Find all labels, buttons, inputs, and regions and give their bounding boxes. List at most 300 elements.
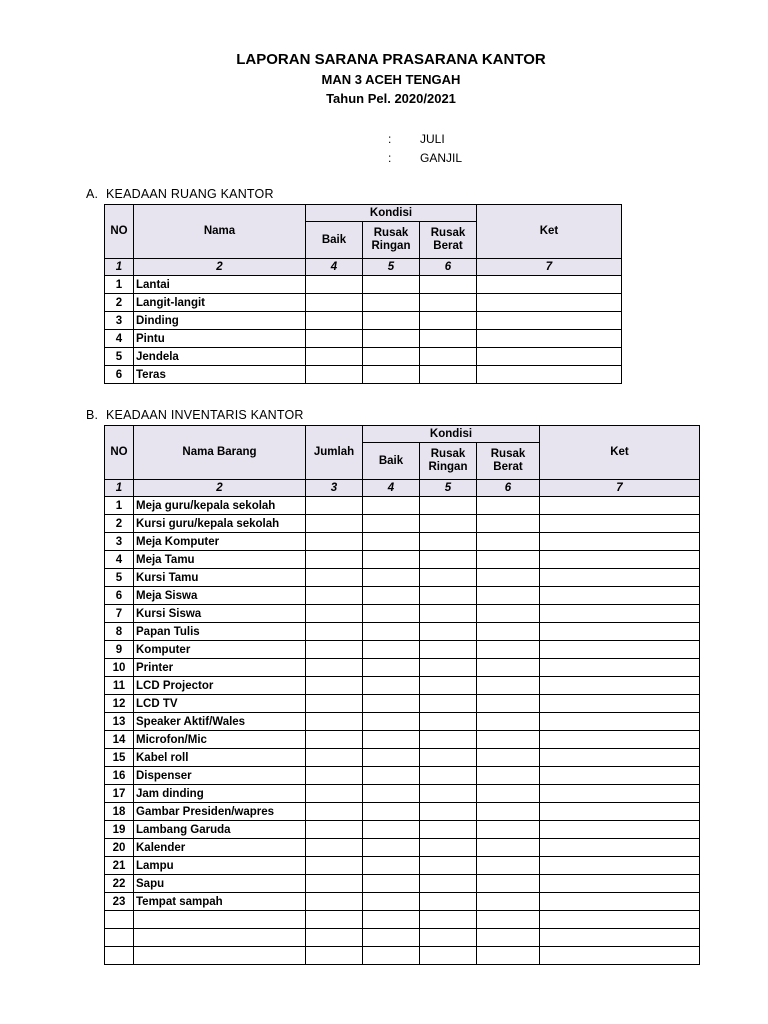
table-row bbox=[105, 276, 622, 294]
row-item-name: Kalender bbox=[134, 839, 306, 857]
cell-baik bbox=[363, 713, 420, 731]
table-row bbox=[105, 641, 700, 659]
cell-baik bbox=[363, 533, 420, 551]
cell-ket bbox=[540, 551, 700, 569]
cell-baik bbox=[363, 893, 420, 911]
table-row bbox=[105, 659, 700, 677]
cell-rusak-berat bbox=[477, 641, 540, 659]
col-number: 5 bbox=[420, 480, 477, 497]
header-ket: Ket bbox=[477, 205, 622, 259]
cell-jumlah bbox=[306, 929, 363, 947]
header-rusak-berat: Rusak Berat bbox=[420, 222, 477, 259]
cell-baik bbox=[363, 731, 420, 749]
cell-rusak-ringan bbox=[420, 659, 477, 677]
section-b-letter: B. bbox=[86, 408, 99, 422]
cell-ket bbox=[540, 767, 700, 785]
table-row bbox=[105, 533, 700, 551]
row-item-name: Sapu bbox=[134, 875, 306, 893]
row-item-name: Kursi guru/kepala sekolah bbox=[134, 515, 306, 533]
row-item-name: LCD Projector bbox=[134, 677, 306, 695]
header-ket: Ket bbox=[540, 426, 700, 480]
row-number: 20 bbox=[105, 839, 134, 857]
cell-rusak-ringan bbox=[420, 767, 477, 785]
cell-baik bbox=[363, 587, 420, 605]
row-item-name: Jendela bbox=[134, 348, 306, 366]
row-number: 14 bbox=[105, 731, 134, 749]
row-number: 5 bbox=[105, 569, 134, 587]
table-row bbox=[105, 312, 622, 330]
row-number: 2 bbox=[105, 294, 134, 312]
cell-ket bbox=[540, 929, 700, 947]
cell-baik bbox=[363, 749, 420, 767]
row-item-name: Microfon/Mic bbox=[134, 731, 306, 749]
cell-jumlah bbox=[306, 677, 363, 695]
row-number: 11 bbox=[105, 677, 134, 695]
meta-semester bbox=[388, 149, 462, 168]
row-number: 7 bbox=[105, 605, 134, 623]
row-number: 16 bbox=[105, 767, 134, 785]
col-number: 2 bbox=[134, 480, 306, 497]
table-row bbox=[105, 294, 622, 312]
table-row bbox=[105, 605, 700, 623]
table-row bbox=[105, 623, 700, 641]
row-number: 19 bbox=[105, 821, 134, 839]
col-number: 4 bbox=[363, 480, 420, 497]
cell-rusak-ringan bbox=[420, 641, 477, 659]
cell-rusak-berat bbox=[420, 330, 477, 348]
row-number: 17 bbox=[105, 785, 134, 803]
cell-rusak-ringan bbox=[363, 348, 420, 366]
school-name: MAN 3 ACEH TENGAH bbox=[321, 72, 461, 87]
cell-rusak-ringan bbox=[420, 677, 477, 695]
header-rusak-ringan: Rusak Ringan bbox=[420, 443, 477, 480]
cell-baik bbox=[363, 695, 420, 713]
cell-baik bbox=[306, 276, 363, 294]
row-number: 10 bbox=[105, 659, 134, 677]
cell-rusak-berat bbox=[477, 749, 540, 767]
cell-rusak-berat bbox=[477, 713, 540, 731]
cell-rusak-ringan bbox=[420, 785, 477, 803]
report-meta bbox=[388, 130, 462, 168]
cell-baik bbox=[363, 821, 420, 839]
table-row bbox=[105, 857, 700, 875]
cell-rusak-ringan bbox=[420, 587, 477, 605]
col-number: 1 bbox=[105, 259, 134, 276]
cell-baik bbox=[363, 875, 420, 893]
row-number: 8 bbox=[105, 623, 134, 641]
cell-baik bbox=[363, 947, 420, 965]
cell-ket bbox=[477, 294, 622, 312]
cell-rusak-ringan bbox=[420, 893, 477, 911]
cell-rusak-ringan bbox=[420, 605, 477, 623]
meta-colon: : bbox=[388, 151, 392, 165]
cell-rusak-berat bbox=[477, 695, 540, 713]
cell-rusak-berat bbox=[420, 312, 477, 330]
col-number: 6 bbox=[477, 480, 540, 497]
cell-baik bbox=[363, 785, 420, 803]
cell-jumlah bbox=[306, 803, 363, 821]
cell-baik bbox=[363, 641, 420, 659]
cell-rusak-berat bbox=[477, 893, 540, 911]
cell-rusak-berat bbox=[477, 623, 540, 641]
row-item-name: Tempat sampah bbox=[134, 893, 306, 911]
col-number: 1 bbox=[105, 480, 134, 497]
cell-ket bbox=[477, 366, 622, 384]
cell-rusak-ringan bbox=[420, 911, 477, 929]
row-item-name: Speaker Aktif/Wales bbox=[134, 713, 306, 731]
cell-jumlah bbox=[306, 695, 363, 713]
cell-baik bbox=[363, 569, 420, 587]
row-number: 3 bbox=[105, 533, 134, 551]
row-number: 6 bbox=[105, 366, 134, 384]
table-row bbox=[105, 695, 700, 713]
row-number: 12 bbox=[105, 695, 134, 713]
cell-ket bbox=[540, 659, 700, 677]
meta-semester-value: GANJIL bbox=[420, 151, 463, 165]
header-no: NO bbox=[105, 426, 134, 480]
cell-ket bbox=[540, 533, 700, 551]
row-number: 2 bbox=[105, 515, 134, 533]
cell-ket bbox=[540, 893, 700, 911]
cell-rusak-ringan bbox=[420, 857, 477, 875]
row-item-name: Meja Tamu bbox=[134, 551, 306, 569]
row-item-name: Pintu bbox=[134, 330, 306, 348]
cell-rusak-ringan bbox=[420, 875, 477, 893]
cell-ket bbox=[540, 803, 700, 821]
row-item-name: Langit-langit bbox=[134, 294, 306, 312]
table-row bbox=[105, 677, 700, 695]
cell-rusak-berat bbox=[477, 551, 540, 569]
header-kondisi: Kondisi bbox=[363, 426, 540, 443]
cell-ket bbox=[540, 857, 700, 875]
row-number: 5 bbox=[105, 348, 134, 366]
cell-rusak-ringan bbox=[363, 366, 420, 384]
cell-rusak-ringan bbox=[363, 330, 420, 348]
cell-rusak-berat bbox=[420, 366, 477, 384]
cell-jumlah bbox=[306, 767, 363, 785]
col-number: 6 bbox=[420, 259, 477, 276]
row-item-name: Gambar Presiden/wapres bbox=[134, 803, 306, 821]
cell-ket bbox=[540, 713, 700, 731]
row-number: 1 bbox=[105, 276, 134, 294]
table-row bbox=[105, 821, 700, 839]
cell-rusak-berat bbox=[477, 767, 540, 785]
table-row bbox=[105, 713, 700, 731]
header-baik: Baik bbox=[363, 443, 420, 480]
row-item-name bbox=[134, 929, 306, 947]
cell-baik bbox=[363, 929, 420, 947]
table-row bbox=[105, 587, 700, 605]
cell-rusak-ringan bbox=[420, 947, 477, 965]
cell-ket bbox=[540, 785, 700, 803]
cell-jumlah bbox=[306, 515, 363, 533]
row-item-name: Kursi Siswa bbox=[134, 605, 306, 623]
row-number: 1 bbox=[105, 497, 134, 515]
cell-rusak-ringan bbox=[420, 533, 477, 551]
row-number: 15 bbox=[105, 749, 134, 767]
cell-rusak-ringan bbox=[420, 803, 477, 821]
cell-jumlah bbox=[306, 749, 363, 767]
cell-baik bbox=[363, 515, 420, 533]
row-number: 3 bbox=[105, 312, 134, 330]
cell-rusak-berat bbox=[477, 803, 540, 821]
row-item-name: Teras bbox=[134, 366, 306, 384]
col-number: 7 bbox=[540, 480, 700, 497]
cell-jumlah bbox=[306, 839, 363, 857]
cell-rusak-berat bbox=[477, 605, 540, 623]
cell-rusak-ringan bbox=[420, 929, 477, 947]
col-number: 5 bbox=[363, 259, 420, 276]
cell-rusak-ringan bbox=[420, 821, 477, 839]
cell-rusak-berat bbox=[477, 785, 540, 803]
row-item-name: Meja Siswa bbox=[134, 587, 306, 605]
cell-jumlah bbox=[306, 605, 363, 623]
cell-ket bbox=[477, 276, 622, 294]
cell-jumlah bbox=[306, 587, 363, 605]
room-table-body bbox=[105, 259, 622, 384]
row-item-name: Meja guru/kepala sekolah bbox=[134, 497, 306, 515]
table-row bbox=[105, 749, 700, 767]
cell-jumlah bbox=[306, 623, 363, 641]
cell-rusak-berat bbox=[477, 839, 540, 857]
table-row bbox=[105, 929, 700, 947]
cell-jumlah bbox=[306, 731, 363, 749]
cell-rusak-berat bbox=[477, 911, 540, 929]
row-number: 6 bbox=[105, 587, 134, 605]
cell-rusak-berat bbox=[420, 276, 477, 294]
col-number: 3 bbox=[306, 480, 363, 497]
table-row bbox=[105, 893, 700, 911]
cell-rusak-ringan bbox=[363, 312, 420, 330]
row-number: 4 bbox=[105, 330, 134, 348]
cell-ket bbox=[477, 312, 622, 330]
cell-baik bbox=[363, 605, 420, 623]
cell-rusak-ringan bbox=[420, 623, 477, 641]
cell-jumlah bbox=[306, 569, 363, 587]
cell-rusak-ringan bbox=[420, 515, 477, 533]
table-row bbox=[105, 767, 700, 785]
meta-colon: : bbox=[388, 132, 392, 146]
section-b-title bbox=[86, 408, 304, 422]
cell-jumlah bbox=[306, 785, 363, 803]
table-row bbox=[105, 875, 700, 893]
cell-ket bbox=[477, 348, 622, 366]
cell-ket bbox=[540, 875, 700, 893]
cell-rusak-ringan bbox=[420, 551, 477, 569]
table-row bbox=[105, 947, 700, 965]
cell-rusak-berat bbox=[477, 569, 540, 587]
cell-rusak-berat bbox=[477, 587, 540, 605]
section-b-label: KEADAAN INVENTARIS KANTOR bbox=[106, 408, 304, 422]
cell-ket bbox=[540, 641, 700, 659]
row-item-name: Lambang Garuda bbox=[134, 821, 306, 839]
header-nama-barang: Nama Barang bbox=[134, 426, 306, 480]
cell-jumlah bbox=[306, 533, 363, 551]
cell-ket bbox=[477, 330, 622, 348]
cell-rusak-berat bbox=[477, 821, 540, 839]
table-row bbox=[105, 551, 700, 569]
table-row bbox=[105, 911, 700, 929]
cell-rusak-berat bbox=[477, 947, 540, 965]
cell-rusak-berat bbox=[477, 731, 540, 749]
cell-baik bbox=[363, 857, 420, 875]
cell-jumlah bbox=[306, 659, 363, 677]
row-item-name: Papan Tulis bbox=[134, 623, 306, 641]
cell-jumlah bbox=[306, 821, 363, 839]
cell-baik bbox=[363, 497, 420, 515]
cell-rusak-ringan bbox=[420, 713, 477, 731]
header-baik: Baik bbox=[306, 222, 363, 259]
column-number-row bbox=[105, 259, 622, 276]
cell-rusak-ringan bbox=[420, 749, 477, 767]
col-number: 7 bbox=[477, 259, 622, 276]
column-number-row bbox=[105, 480, 700, 497]
header-rusak-ringan: Rusak Ringan bbox=[363, 222, 420, 259]
room-condition-table bbox=[104, 204, 622, 384]
cell-jumlah bbox=[306, 641, 363, 659]
col-number: 2 bbox=[134, 259, 306, 276]
cell-rusak-berat bbox=[420, 294, 477, 312]
cell-ket bbox=[540, 731, 700, 749]
cell-rusak-ringan bbox=[420, 695, 477, 713]
header-kondisi: Kondisi bbox=[306, 205, 477, 222]
cell-baik bbox=[306, 348, 363, 366]
cell-rusak-berat bbox=[477, 659, 540, 677]
cell-rusak-ringan bbox=[420, 569, 477, 587]
cell-rusak-berat bbox=[477, 929, 540, 947]
row-item-name: Komputer bbox=[134, 641, 306, 659]
row-number: 13 bbox=[105, 713, 134, 731]
cell-rusak-berat bbox=[477, 875, 540, 893]
row-number: 9 bbox=[105, 641, 134, 659]
cell-ket bbox=[540, 515, 700, 533]
table-row bbox=[105, 785, 700, 803]
cell-baik bbox=[363, 803, 420, 821]
table-row bbox=[105, 515, 700, 533]
cell-baik bbox=[363, 659, 420, 677]
cell-rusak-ringan bbox=[420, 839, 477, 857]
cell-ket bbox=[540, 677, 700, 695]
cell-baik bbox=[363, 839, 420, 857]
cell-baik bbox=[363, 677, 420, 695]
row-item-name bbox=[134, 911, 306, 929]
row-number bbox=[105, 947, 134, 965]
header-rusak-berat: Rusak Berat bbox=[477, 443, 540, 480]
cell-jumlah bbox=[306, 551, 363, 569]
table-row bbox=[105, 569, 700, 587]
section-a-title bbox=[86, 187, 274, 201]
row-item-name bbox=[134, 947, 306, 965]
cell-rusak-berat bbox=[477, 515, 540, 533]
header-no: NO bbox=[105, 205, 134, 259]
table-row bbox=[105, 803, 700, 821]
meta-month bbox=[388, 130, 462, 149]
table-row bbox=[105, 497, 700, 515]
cell-rusak-ringan bbox=[420, 497, 477, 515]
row-item-name: Jam dinding bbox=[134, 785, 306, 803]
inventory-table bbox=[104, 425, 700, 965]
col-number: 4 bbox=[306, 259, 363, 276]
table-row bbox=[105, 731, 700, 749]
cell-baik bbox=[306, 294, 363, 312]
cell-jumlah bbox=[306, 713, 363, 731]
cell-baik bbox=[306, 330, 363, 348]
cell-ket bbox=[540, 605, 700, 623]
table-row bbox=[105, 330, 622, 348]
cell-baik bbox=[306, 312, 363, 330]
row-number bbox=[105, 929, 134, 947]
row-item-name: LCD TV bbox=[134, 695, 306, 713]
cell-rusak-ringan bbox=[363, 276, 420, 294]
cell-rusak-berat bbox=[477, 533, 540, 551]
row-item-name: Printer bbox=[134, 659, 306, 677]
cell-ket bbox=[540, 839, 700, 857]
row-number: 22 bbox=[105, 875, 134, 893]
row-item-name: Dispenser bbox=[134, 767, 306, 785]
cell-ket bbox=[540, 569, 700, 587]
row-number: 23 bbox=[105, 893, 134, 911]
cell-baik bbox=[306, 366, 363, 384]
row-item-name: Kursi Tamu bbox=[134, 569, 306, 587]
header-jumlah: Jumlah bbox=[306, 426, 363, 480]
section-a-label: KEADAAN RUANG KANTOR bbox=[106, 187, 274, 201]
cell-ket bbox=[540, 497, 700, 515]
meta-month-value: JULI bbox=[420, 132, 445, 146]
header-nama: Nama bbox=[134, 205, 306, 259]
cell-ket bbox=[540, 947, 700, 965]
cell-jumlah bbox=[306, 857, 363, 875]
cell-rusak-berat bbox=[477, 677, 540, 695]
cell-ket bbox=[540, 911, 700, 929]
cell-ket bbox=[540, 695, 700, 713]
cell-ket bbox=[540, 623, 700, 641]
cell-jumlah bbox=[306, 911, 363, 929]
row-number: 4 bbox=[105, 551, 134, 569]
cell-ket bbox=[540, 749, 700, 767]
table-row bbox=[105, 348, 622, 366]
cell-rusak-ringan bbox=[363, 294, 420, 312]
row-number: 21 bbox=[105, 857, 134, 875]
report-title: LAPORAN SARANA PRASARANA KANTOR bbox=[236, 51, 546, 68]
cell-baik bbox=[363, 551, 420, 569]
cell-rusak-berat bbox=[420, 348, 477, 366]
cell-baik bbox=[363, 767, 420, 785]
cell-jumlah bbox=[306, 947, 363, 965]
section-a-letter: A. bbox=[86, 187, 99, 201]
row-item-name: Lantai bbox=[134, 276, 306, 294]
row-item-name: Kabel roll bbox=[134, 749, 306, 767]
table-row bbox=[105, 839, 700, 857]
cell-baik bbox=[363, 911, 420, 929]
row-item-name: Dinding bbox=[134, 312, 306, 330]
cell-ket bbox=[540, 587, 700, 605]
row-item-name: Lampu bbox=[134, 857, 306, 875]
cell-jumlah bbox=[306, 893, 363, 911]
row-item-name: Meja Komputer bbox=[134, 533, 306, 551]
cell-jumlah bbox=[306, 497, 363, 515]
cell-ket bbox=[540, 821, 700, 839]
row-number: 18 bbox=[105, 803, 134, 821]
row-number bbox=[105, 911, 134, 929]
table-row bbox=[105, 366, 622, 384]
inventory-table-body bbox=[105, 480, 700, 965]
report-header bbox=[0, 50, 768, 108]
cell-rusak-ringan bbox=[420, 731, 477, 749]
school-year: Tahun Pel. 2020/2021 bbox=[326, 91, 456, 106]
cell-rusak-berat bbox=[477, 497, 540, 515]
cell-rusak-berat bbox=[477, 857, 540, 875]
cell-baik bbox=[363, 623, 420, 641]
